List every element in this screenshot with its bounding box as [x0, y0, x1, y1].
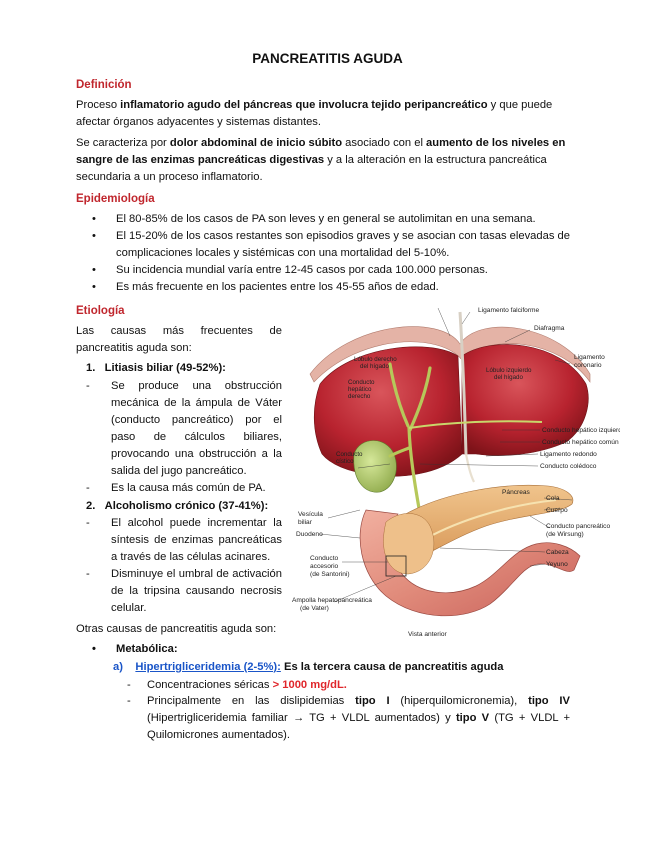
- item-text: Se produce una obstrucción mecánica de la ámpula de Váter (conducto pancreático) por el paso de cálculos biliares, provocando una obstrucción a la salida del jugo pancreático.: [111, 380, 282, 477]
- list-item: • Es más frecuente en los pacientes entre los 45-55 años de edad.: [76, 279, 570, 296]
- label-ligamento-coronario-1: Ligamento: [574, 354, 605, 361]
- page-title: PANCREATITIS AGUDA: [252, 51, 403, 66]
- cause-1-item-2: - Es la causa más común de PA.: [86, 480, 282, 497]
- label-vesicula-2: biliar: [298, 519, 312, 526]
- epidemiologia-heading: Epidemiología: [76, 193, 155, 205]
- other-causes-list: [76, 641, 570, 658]
- label-conducto-hepatico-derecho-3: derecho: [348, 393, 371, 400]
- text-run-bold: dolor abdominal de inicio súbito: [169, 137, 343, 149]
- label-yeyuno: Yeyuno: [546, 561, 568, 568]
- pancreas-anatomy-figure: [290, 304, 620, 642]
- metabolica-detail-2: - Principalmente en las dislipidemias tipo I (hiperquilomicronemia), tipo IV (Hipertrigliceridemia familiar → TG + VLDL aumentados) y tipo V (TG + VLDL + Quilomicrones aumentados).: [127, 695, 570, 741]
- text-run-bold: tipo V: [455, 712, 490, 724]
- label-conducto-coledoco: Conducto colédoco: [540, 463, 597, 470]
- anatomy-illustration: [290, 304, 620, 642]
- cause-2-item-2: - Disminuye el umbral de activación de la tripsina causando necrosis celular.: [86, 566, 282, 617]
- text-run: Principalmente en las dislipidemias: [147, 695, 356, 707]
- list-item-metabolica: • Metabólica:: [76, 641, 570, 658]
- label-conducto-hepatico-derecho-1: Conducto: [348, 379, 375, 386]
- cause-2-title: [86, 498, 268, 515]
- label-pancreas: Páncreas: [502, 489, 530, 496]
- metabolica-subitem-a: [113, 659, 504, 676]
- item-text: El alcohol puede incrementar la síntesis de enzimas pancreáticas a través de las células acinares.: [111, 517, 282, 563]
- label-conducto-hepatico-izquierdo: Conducto hepático izquierdo: [542, 427, 620, 434]
- label-lobulo-derecho-1: Lóbulo derecho: [354, 356, 397, 363]
- text-run-bold: tipo I: [355, 695, 390, 707]
- figure-caption: Vista anterior: [408, 631, 447, 638]
- label-lobulo-izquierdo-2: del hígado: [494, 374, 523, 381]
- text-run: Proceso: [76, 99, 121, 111]
- item-text: Disminuye el umbral de activación de la tripsina causando necrosis celular.: [111, 568, 282, 614]
- definicion-heading: Definición: [76, 79, 132, 91]
- label-ampolla-vater-2: (de Vater): [300, 605, 329, 612]
- hipertrigliceridemia-link[interactable]: Hipertrigliceridemia (2-5%):: [135, 661, 281, 673]
- label-conducto-cistico-2: cístico: [336, 458, 354, 465]
- label-conducto-wirsung-1: Conducto pancreático: [546, 523, 611, 530]
- subitem-letter: a): [113, 661, 123, 673]
- text-run: TG + VLDL aumentados) y: [304, 712, 456, 724]
- text-run: y que puede afectar órganos adyacentes y sistemas distantes.: [76, 99, 553, 128]
- concentration-value: > 1000 mg/dL.: [272, 679, 347, 691]
- etiologia-heading: Etiología: [76, 305, 125, 317]
- label-ampolla-vater-1: Ampolla hepatopancreática: [292, 597, 372, 604]
- text-run: Se caracteriza por: [76, 137, 170, 149]
- label-conducto-santorini-2: accesorio: [310, 563, 339, 570]
- text-run: (Hipertrigliceridemia familiar: [147, 712, 293, 724]
- metabolica-detail-1: - Concentraciones séricas > 1000 mg/dL.: [127, 679, 347, 691]
- label-cola: Cola: [546, 495, 560, 502]
- text-run: Concentraciones séricas: [147, 679, 273, 691]
- other-causes-intro: Otras causas de pancreatitis aguda son:: [76, 623, 277, 635]
- label-conducto-hepatico-derecho-2: hepático: [348, 386, 372, 393]
- label-ligamento-redondo: Ligamento redondo: [540, 451, 597, 458]
- label-lobulo-derecho-2: del hígado: [360, 363, 389, 370]
- list-item: • El 15-20% de los casos restantes son episodios graves y se asocian con tasas elevadas de complicaciones locales y sistémicas con una mortalidad del 5-10%.: [76, 228, 570, 262]
- text-run-bold: inflamatorio agudo del páncreas que involucra tejido peripancreático: [120, 99, 488, 111]
- subitem-text: Es la tercera causa de pancreatitis aguda: [280, 661, 504, 673]
- item-text: Es la causa más común de PA.: [111, 482, 266, 494]
- definicion-paragraph-2: [76, 135, 570, 186]
- cause-number: 1.: [86, 362, 96, 374]
- label-duodeno: Duodeno: [296, 531, 323, 538]
- label-ligamento-falciforme: Ligamento falciforme: [478, 307, 540, 314]
- cause-label: Alcoholismo crónico (37-41%):: [104, 500, 269, 512]
- label-vesicula-1: Vesícula: [298, 511, 323, 518]
- cause-1-title: [86, 360, 226, 377]
- cause-label: Litiasis biliar (49-52%):: [104, 362, 226, 374]
- cause-2-item-1: - El alcohol puede incrementar la síntesis de enzimas pancreáticas a través de las células acinares.: [86, 515, 282, 566]
- text-run: (TG + VLDL + Quilomicrones aumentados).: [147, 712, 570, 741]
- label-diafragma: Diafragma: [534, 325, 565, 332]
- list-item: • El 80-85% de los casos de PA son leves y en general se autolimitan en una semana.: [76, 211, 570, 228]
- label-conducto-santorini-1: Conducto: [310, 555, 339, 562]
- text-run: (hiperquilomicronemia),: [389, 695, 529, 707]
- cause-1-item-1: - Se produce una obstrucción mecánica de la ámpula de Váter (conducto pancreático) por el paso de cálculos biliares, provocando una obstrucción a la salida del jugo pancreático.: [86, 378, 282, 480]
- label-cabeza: Cabeza: [546, 549, 569, 556]
- label-conducto-cistico-1: Conducto: [336, 451, 363, 458]
- text-run: asociado con el: [342, 137, 427, 149]
- etiologia-intro: Las causas más frecuentes de pancreatitis aguda son:: [76, 325, 282, 354]
- label-cuerpo: Cuerpo: [546, 507, 568, 514]
- text-run: y a la alteración en la estructura pancreática secundaria a un proceso inflamatorio.: [76, 154, 547, 183]
- arrow-symbol: →: [293, 712, 305, 724]
- label-conducto-wirsung-2: (de Wirsung): [546, 531, 584, 538]
- label-conducto-hepatico-comun: Conducto hepático común: [542, 439, 619, 446]
- label-conducto-santorini-3: (de Santorini): [310, 571, 350, 578]
- label-lobulo-izquierdo-1: Lóbulo izquierdo: [486, 367, 532, 374]
- text-run-bold: aumento de los niveles en sangre de las enzimas pancreáticas digestivas: [76, 137, 566, 166]
- definicion-paragraph-1: [76, 97, 570, 131]
- cause-number: 2.: [86, 500, 96, 512]
- list-item: • Su incidencia mundial varía entre 12-45 casos por cada 100.000 personas.: [76, 262, 570, 279]
- epidemiologia-list: [76, 211, 570, 296]
- label-ligamento-coronario-2: coronario: [574, 362, 602, 369]
- text-run-bold: tipo IV: [528, 695, 570, 707]
